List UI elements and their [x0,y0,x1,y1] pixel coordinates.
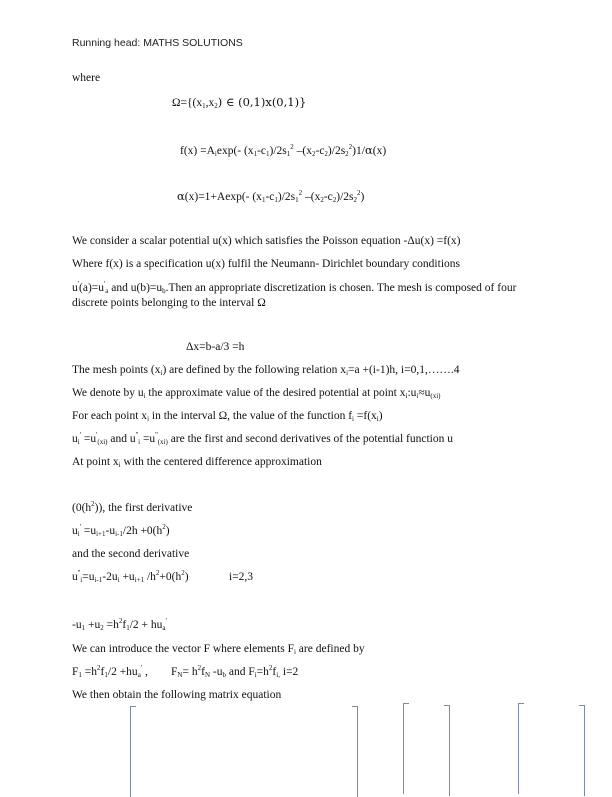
paragraph-centered-difference: At point $x_i$ with the centered difference approximation [72,456,322,469]
paragraph-mesh-points: The mesh points $(x_i)$ are defined by the following relation $x_i=a +(i-1)h$, i=0,1,…….4 [72,364,460,377]
paragraph-boundary: Where f(x) is a specification u(x) fulfil the Neumann- Dirichlet boundary conditions [72,258,460,270]
first-derivative-equation: $u_i' =u_{i+1}-u_{i-1}/2h +0(h^2)$ [72,523,170,538]
boundary-equation: $-u_1 +u_2 =h^2f_1/2 + hu_a'$ [72,617,167,632]
vector-f-elements: $F_1 =h^2f_1/2 +hu_a'$ , [72,664,148,679]
vector-u-left-bracket [403,703,409,794]
vector-f-n-element: $F_N= h^2f_N$ $-u_b$ and $F_i=h^2f_{i,}$ i=2 [171,664,299,679]
paragraph-first-derivative: $(0(h^2))$, the first derivative [72,500,193,514]
paragraph-approximate-value: We denote by $u_i$ the approximate value of the desired potential at point $x_i:u_i\approx u_{(xi)}$ [72,387,441,400]
omega-definition: $\Omega=\{(x_1,x_2)$ ∈ (0,1)x(0,1)} [172,95,307,110]
matrix-a-right-bracket [352,706,358,797]
second-derivative-range: i=2,3 [229,571,254,583]
running-head: Running head: MATHS SOLUTIONS [72,37,243,49]
delta-x-equation: Δx=b-a/3 =h [186,341,245,353]
paragraph-function-value: For each point $x_i$ in the interval Ω, the value of the function $f_i =f(x_i)$ [72,410,383,423]
paragraph-second-derivative: and the second derivative [72,548,190,560]
where-label: where [72,72,101,84]
paragraph-matrix-equation: We then obtain the following matrix equation [72,689,282,701]
f-definition: $f(x) =A_i\exp(-$ $(x_1-c_1)/2s_1^2$ $-(x_2-c_2)/2s_2^2)1/\alpha(x)$ [180,143,387,158]
paragraph-vector-f: We can introduce the vector F where elements $F_i$ are defined by [72,643,365,656]
second-derivative-equation: $u''_i=u_{i-1}-2u_i +u_{i+1}$ $/h^2+0(h^2)$ [72,569,189,584]
vector-f-left-bracket [518,703,524,794]
paragraph-poisson: We consider a scalar potential u(x) which satisfies the Poisson equation -Δu(x) =f(x) [72,235,461,247]
vector-f-right-bracket [579,705,585,796]
vector-u-right-bracket [444,705,450,796]
alpha-definition: α(x)=1+Aexp(- $(x_1-c_1)/2s_1^2$ $-(x_2-c_2)/2s_2^2$) [177,189,365,204]
matrix-a-left-bracket [130,706,136,797]
paragraph-derivatives: $u_i' =u'_{(xi)}$ and $u''_i =u''_{(xi)}$ are the first and second derivatives of the potential function u [72,431,453,446]
paragraph-discretization: $u'(a)=u'_a$ and $u(b)=u_b.Then$ an appropriate discretization is chosen. The mesh is composed of four discrete points belonging to the interval Ω [72,280,517,309]
